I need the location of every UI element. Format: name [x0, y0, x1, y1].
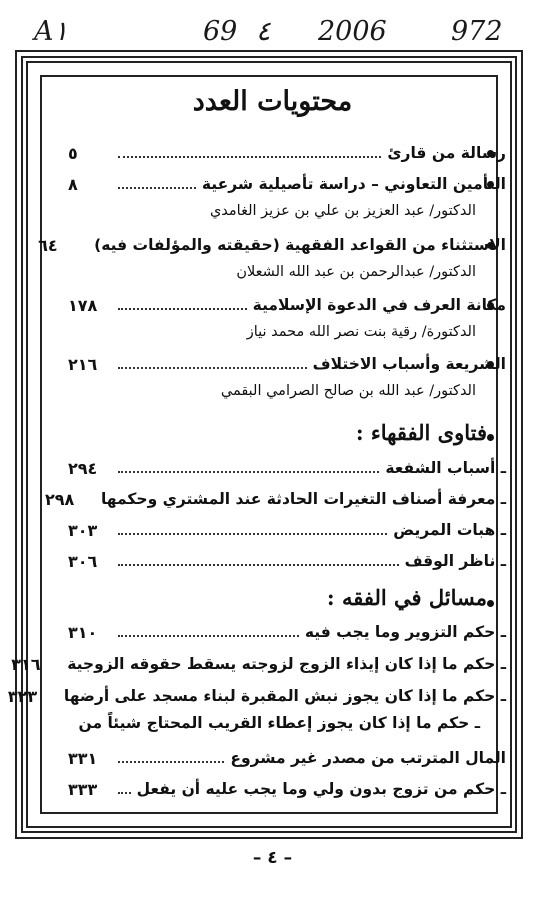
section-heading-masail: مسائل في الفقه : — [326, 585, 487, 610]
toc-item — [11, 651, 506, 677]
toc-entry-page: ٦٤ — [38, 235, 58, 255]
bullet-icon — [487, 600, 494, 607]
dot-leader — [118, 148, 381, 158]
toc-entry — [68, 140, 506, 166]
toc-item-title: ـ ناظر الوقف — [404, 552, 506, 570]
toc-item — [68, 517, 506, 543]
toc-item-page: ٢٩٨ — [44, 489, 75, 509]
dot-leader — [118, 784, 131, 794]
toc-item-page: ٣٠٦ — [68, 551, 98, 571]
dot-leader — [118, 463, 379, 473]
toc-item-title: ـ حكم من تزوج بدون ولي وما يجب عليه أن يفعل — [136, 780, 506, 798]
handwritten-note-issue: ٤ — [256, 16, 271, 47]
page-title: محتويات العدد — [192, 86, 353, 117]
toc-entry-title: التأمين التعاوني – دراسة تأصيلية شرعية — [201, 175, 506, 193]
toc-entry — [68, 292, 506, 318]
toc-item-title-line1: ـ حكم ما إذا كان يجوز إعطاء القريب المحتاج شيئاً من — [78, 714, 480, 732]
handwritten-note-number: 69 — [203, 16, 238, 47]
toc-item — [68, 455, 506, 481]
dot-leader — [118, 556, 399, 566]
toc-item-title: ـ حكم ما إذا كان يجوز نبش المقبرة لبناء مسجد على أرضها — [63, 687, 506, 705]
toc-item — [68, 619, 506, 645]
toc-entry-title: الشريعة وأسباب الاختلاف — [312, 355, 506, 373]
dot-leader — [118, 300, 247, 310]
toc-entry-author: الدكتورة/ رقية بنت نصر الله محمد نياز — [246, 324, 476, 340]
section-heading-fatawa: فتاوى الفقهاء : — [355, 420, 487, 445]
toc-entry-title: رسالة من قارئ — [387, 144, 506, 162]
dot-leader — [118, 627, 299, 637]
toc-entry-title: الاستثناء من القواعد الفقهية (حقيقته والمؤلفات فيه) — [94, 236, 506, 254]
toc-item-page: ٣٣٣ — [68, 779, 98, 799]
toc-item-page: ٢٩٤ — [68, 458, 98, 478]
page-number: – ٤ – — [252, 848, 293, 868]
toc-entry-page: ٢١٦ — [68, 354, 98, 374]
toc-entry-author: الدكتور/ عبد الله بن صالح الصرامي البقمي — [220, 383, 476, 399]
toc-item-title: ـ أسباب الشفعة — [385, 459, 506, 477]
toc-item-page: ٣١٠ — [68, 622, 98, 642]
dot-leader — [118, 753, 224, 763]
dot-leader — [118, 359, 307, 369]
toc-item-page: ٣٣١ — [68, 748, 98, 768]
bullet-icon — [487, 434, 494, 441]
dot-leader — [118, 179, 196, 189]
toc-entry — [38, 232, 506, 258]
toc-item-title: ـ هبات المريض — [393, 521, 506, 539]
toc-entry-author: الدكتور/ عبد العزيز بن علي بن عزيز الغامدي — [209, 203, 476, 219]
toc-entry-page: ٨ — [68, 174, 78, 194]
toc-item — [68, 776, 506, 802]
toc-item-title: ـ حكم ما إذا كان إيذاء الزوج لزوجته يسقط حقوقه الزوجية — [67, 655, 506, 673]
toc-item-page: ٣٠٣ — [68, 520, 98, 540]
toc-item — [68, 548, 506, 574]
toc-item-page: ٣٢٣ — [7, 686, 38, 706]
handwritten-note-left: A١ — [34, 16, 69, 47]
toc-entry-page: ١٧٨ — [68, 295, 98, 315]
dot-leader — [118, 525, 387, 535]
handwritten-note-year: 2006 — [318, 16, 387, 47]
toc-item — [44, 486, 506, 512]
toc-entry — [68, 171, 506, 197]
toc-entry-title: مكانة العرف في الدعوة الإسلامية — [252, 296, 506, 314]
handwritten-note-right: 972 — [451, 16, 503, 47]
toc-item — [7, 683, 506, 709]
toc-item-page: ٣١٦ — [11, 654, 41, 674]
toc-item-title: ـ حكم التزوير وما يجب فيه — [304, 623, 506, 641]
toc-entry-page: ٥ — [68, 143, 78, 163]
toc-item-title: ـ معرفة أصناف التغيرات الحادثة عند المشتري وحكمها — [100, 490, 506, 508]
toc-entry — [68, 351, 506, 377]
toc-entry-author: الدكتور/ عبدالرحمن بن عبد الله الشعلان — [236, 264, 476, 280]
toc-item — [68, 745, 506, 771]
toc-item-title: المال المترتب من مصدر غير مشروع — [230, 749, 506, 767]
